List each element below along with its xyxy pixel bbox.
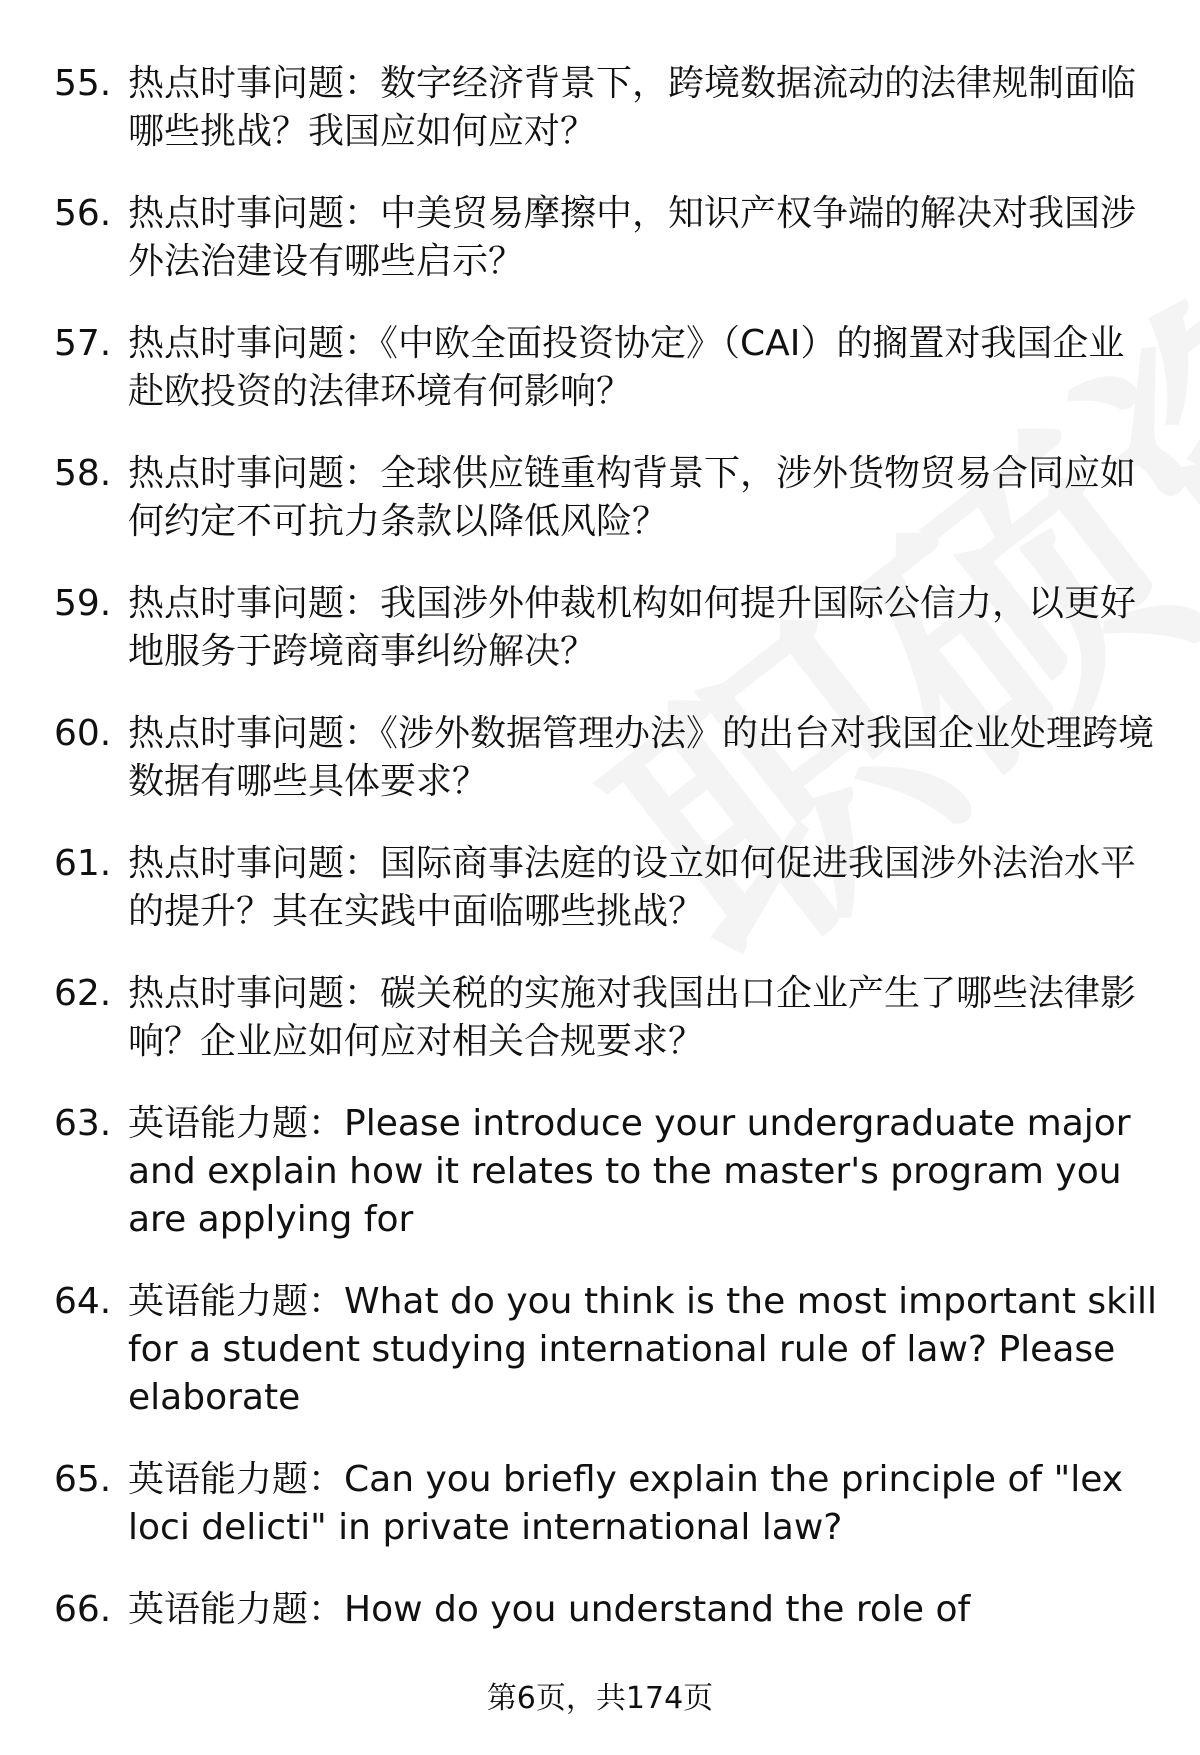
question-number: 58. <box>54 453 112 494</box>
question-text: 热点时事问题：全球供应链重构背景下，涉外货物贸易合同应如何约定不可抗力条款以降低风险？ <box>128 453 1137 542</box>
question-item <box>0 1586 1200 1634</box>
question-text: 热点时事问题：数字经济背景下，跨境数据流动的法律规制面临哪些挑战？我国应如何应对？ <box>128 63 1137 152</box>
question-number: 55. <box>54 63 112 104</box>
question-text: 热点时事问题：碳关税的实施对我国出口企业产生了哪些法律影响？企业应如何应对相关合规要求？ <box>128 973 1137 1062</box>
question-number: 57. <box>54 323 112 364</box>
question-item <box>0 840 1200 936</box>
question-list <box>0 60 1200 1668</box>
question-item <box>0 190 1200 286</box>
question-text: 热点时事问题：中美贸易摩擦中，知识产权争端的解决对我国涉外法治建设有哪些启示？ <box>128 193 1137 282</box>
question-text: 英语能力题：Please introduce your undergraduate major and explain how it relates to the master's program you are applying for <box>128 1103 1131 1240</box>
question-text: 热点时事问题：我国涉外仲裁机构如何提升国际公信力，以更好地服务于跨境商事纠纷解决？ <box>128 583 1137 672</box>
question-number: 56. <box>54 193 112 234</box>
question-item <box>0 1456 1200 1552</box>
question-item <box>0 580 1200 676</box>
question-text: 热点时事问题：《涉外数据管理办法》的出台对我国企业处理跨境数据有哪些具体要求？ <box>128 713 1155 802</box>
question-item <box>0 970 1200 1066</box>
question-number: 61. <box>54 843 112 884</box>
question-text: 英语能力题：What do you think is the most important skill for a student studying international rule of law? Please elaborate <box>128 1281 1158 1418</box>
question-item <box>0 1100 1200 1244</box>
question-number: 60. <box>54 713 112 754</box>
question-text: 英语能力题：Can you briefly explain the principle of "lex loci delicti" in private international law? <box>128 1459 1124 1548</box>
question-number: 65. <box>54 1459 112 1500</box>
page-footer: 第6页，共174页 <box>486 1681 714 1716</box>
question-item <box>0 1278 1200 1422</box>
question-text: 热点时事问题：《中欧全面投资协定》（CAI）的搁置对我国企业赴欧投资的法律环境有何影响？ <box>128 323 1125 412</box>
question-item <box>0 320 1200 416</box>
question-number: 59. <box>54 583 112 624</box>
question-number: 64. <box>54 1281 112 1322</box>
question-item <box>0 710 1200 806</box>
question-text: 热点时事问题：国际商事法庭的设立如何促进我国涉外法治水平的提升？其在实践中面临哪些挑战？ <box>128 843 1137 932</box>
question-text: 英语能力题：How do you understand the role of <box>128 1589 971 1630</box>
question-item <box>0 60 1200 156</box>
question-item <box>0 450 1200 546</box>
question-number: 62. <box>54 973 112 1014</box>
question-number: 66. <box>54 1589 112 1630</box>
question-number: 63. <box>54 1103 112 1144</box>
